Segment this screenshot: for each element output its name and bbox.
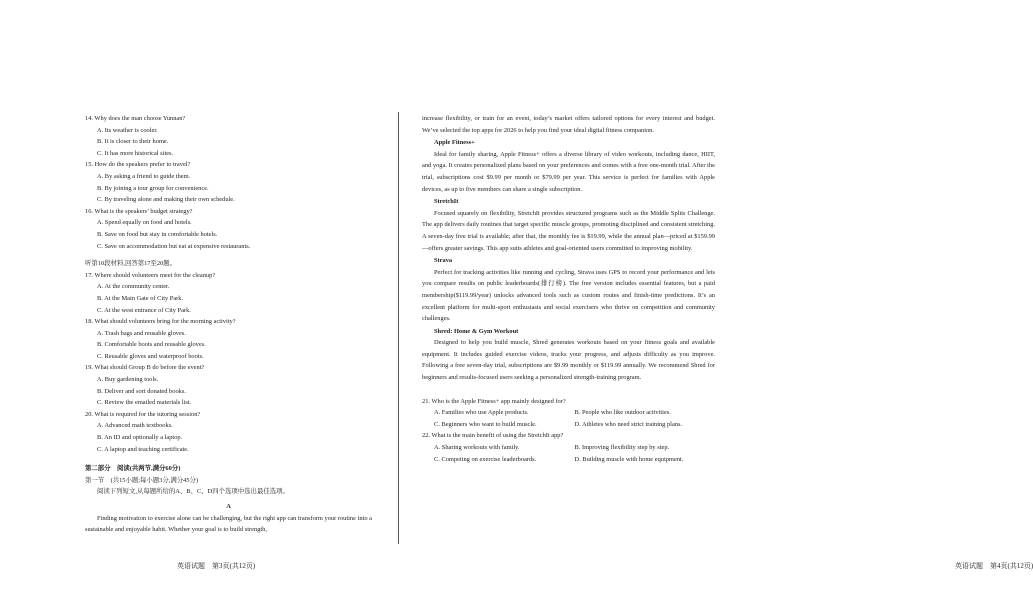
option: C. Beginners who want to build muscle. <box>434 420 537 428</box>
option-row <box>422 419 715 431</box>
app-title-strava: Strava <box>434 257 453 265</box>
option-row <box>422 454 715 466</box>
question-20: 20. What is required for the tutoring session? <box>85 410 201 418</box>
option: A. Families who use Apple products. <box>434 409 529 417</box>
app-description: Focused squarely on flexibility, StretchIt provides structured programs such as the Middle Splits Challenge. The app delivers daily routines that target specific muscle groups, promoting disciplined and consistent stretching. A seven-day free trial is available; after that, the monthly fee is $19.99, while the annual plan—priced at $159.99—offers greater savings. This app suits athletes and goal-oriented users committed to improving mobility. <box>422 209 715 252</box>
left-column <box>85 113 372 536</box>
option: B. An ID and optionally a laptop. <box>97 434 183 442</box>
option: C. Save on accommodation but eat at expensive restaurants. <box>97 242 251 250</box>
section-subheading <box>85 475 372 487</box>
question-block <box>85 270 372 316</box>
passage-letter: A <box>226 503 231 510</box>
right-column <box>422 113 715 465</box>
section-label: 第一节 <box>85 476 105 484</box>
question-block <box>85 316 372 362</box>
option: D. Athletes who need strict training plans. <box>574 420 683 428</box>
option: B. Save on food but stay in comfortable hotels. <box>97 230 218 238</box>
page-footer: 英语试题 第4页(共12页) <box>955 562 1033 570</box>
question-18: 18. What should volunteers bring for the morning activity? <box>85 318 236 326</box>
part-heading: 第二部分 阅读(共两节,满分60分) <box>85 465 181 473</box>
option: A. Buy gardening tools. <box>97 376 159 384</box>
question-16: 16. What is the speakers’ budget strategy? <box>85 207 193 215</box>
option: C. Reusable gloves and waterproof boots. <box>97 352 204 360</box>
option: A. Sharing workouts with family. <box>434 444 520 452</box>
section-detail: (共15小题;每小题3分,满分45分) <box>110 476 199 484</box>
option: B. By joining a tour group for convenience. <box>97 184 209 192</box>
passage-paragraph: Finding motivation to exercise alone can be challenging, but the right app can transform your routine into a sustainable and enjoyable habit. Whether your goal is to build strength, <box>85 514 372 534</box>
app-description: Perfect for tracking activities like running and cycling, Strava uses GPS to record your performance and lets you compare results on public leaderboards(排行榜). The free version includes essential features, but a paid membership($119.99/year) unlocks advanced tools such as custom routes and finish-time predictions. It’s an excellent platform for multi-sport enthusiasts and social exercisers who thrive on competition and community challenges. <box>422 268 715 323</box>
question-17: 17. Where should volunteers meet for the cleanup? <box>85 271 216 279</box>
question-14: 14. Why does the man choose Yunnan? <box>85 115 186 122</box>
reading-instruction: 阅读下列短文,从每题所给的A、B、C、D四个选项中选出最佳选项。 <box>97 488 289 496</box>
option: C. A laptop and teaching certificate. <box>97 445 189 453</box>
column-divider <box>398 112 399 544</box>
left-page <box>0 0 435 615</box>
question-block <box>85 362 372 408</box>
option: A. Spend equally on food and hotels. <box>97 219 192 227</box>
option-row <box>422 407 715 419</box>
question-block <box>85 409 372 455</box>
question-block <box>85 159 372 205</box>
option: A. At the community center. <box>97 283 170 291</box>
option: C. Review the emailed materials list. <box>97 399 192 407</box>
option: A. By asking a friend to guide them. <box>97 172 191 180</box>
question-block <box>85 206 372 252</box>
option: C. It has more historical sites. <box>97 149 174 157</box>
option: C. Competing on exercise leaderboards. <box>434 455 537 463</box>
question-block <box>422 396 715 431</box>
right-page <box>422 0 1033 615</box>
option: B. It is closer to their home. <box>97 138 169 146</box>
app-title-apple-fitness: Apple Fitness+ <box>434 139 475 147</box>
option: C. At the west entrance of City Park. <box>97 306 191 314</box>
option: B. Deliver and sort donated books. <box>97 387 186 395</box>
material-note: 听第10段材料,回答第17至20题。 <box>85 260 177 268</box>
app-title-shred: Shred: Home & Gym Workout <box>434 327 519 335</box>
app-title-stretchit: StretchIt <box>434 198 459 206</box>
option: A. Advanced math textbooks. <box>97 422 173 430</box>
app-description: Designed to help you build muscle, Shred generates workouts based on your fitness goals and available equipment. It includes guided exercise videos, tracks your progress, and adjusts difficulty as you improve. Following a free seven-day trial, subscriptions are $9.99 monthly or $119.99 annually. We recommend Shred for beginners and results-focused users seeking a personalized strength-training program. <box>422 339 715 382</box>
option: B. People who like outdoor activities. <box>574 409 671 417</box>
option-row <box>422 442 715 454</box>
page-footer: 英语试题 第3页(共12页) <box>177 562 256 570</box>
option: B. Improving flexibility step by step. <box>574 444 670 452</box>
question-21: 21. Who is the Apple Fitness+ app mainly designed for? <box>422 397 566 405</box>
question-19: 19. What should Group B do before the event? <box>85 364 205 372</box>
option: A. Its weather is cooler. <box>97 126 158 134</box>
passage-intro: increase flexibility, or train for an event, today’s market offers tailored options for every interest and budget. We’ve selected the top apps for 2026 to help you find your ideal digital fitness companion. <box>422 115 715 134</box>
option: D. Building muscle with home equipment. <box>574 455 684 463</box>
question-22: 22. What is the main benefit of using the StretchIt app? <box>422 432 564 440</box>
option: B. At the Main Gate of City Park. <box>97 294 184 302</box>
question-block <box>85 113 372 159</box>
app-description: Ideal for family sharing, Apple Fitness+ offers a diverse library of video workouts, including dance, HIIT, and yoga. It creates personalized plans based on your preferences and comes with a free one-month trial. After the trial, subscriptions cost $9.99 per month or $79.99 per year. This service is perfect for families with Apple devices, as up to five members can share a single subscription. <box>422 150 715 193</box>
option: C. By traveling alone and making their own schedule. <box>97 196 235 204</box>
option: A. Trash bags and reusable gloves. <box>97 329 186 337</box>
option: B. Comfortable boots and reusable gloves. <box>97 341 206 349</box>
question-15: 15. How do the speakers prefer to travel? <box>85 161 191 169</box>
question-block <box>422 430 715 465</box>
